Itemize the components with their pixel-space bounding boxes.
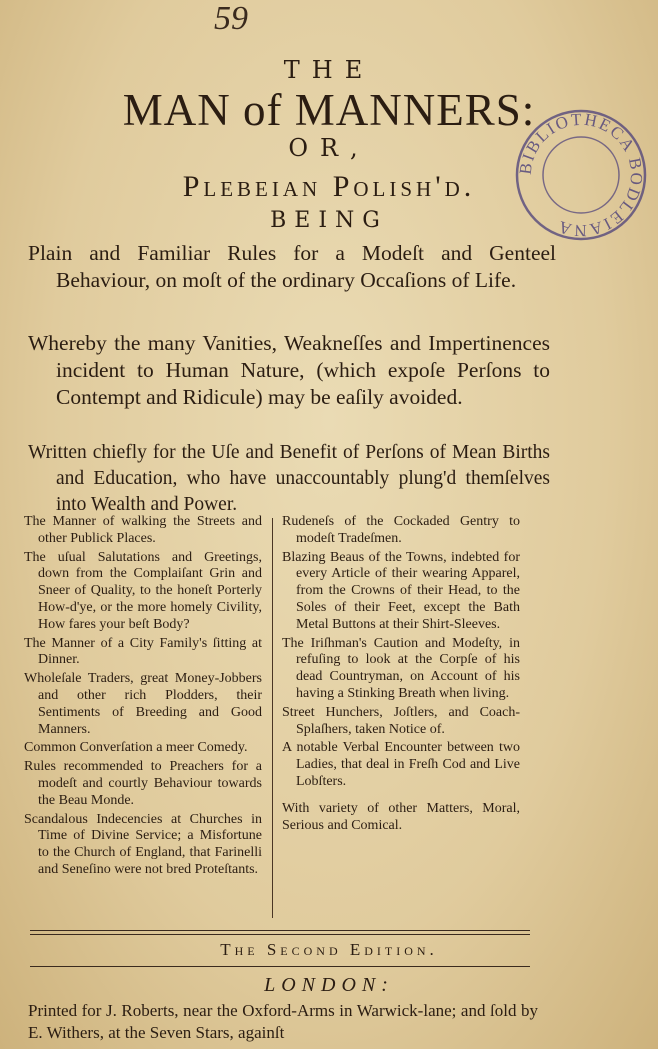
contents-item: Scandalous Indecencies at Churches in Time of Divine Service; a Misfortune to the Church of England, that Farinelli and Seneſino were not bred Proteſtants.	[24, 811, 262, 877]
contents-item: The Manner of walking the Streets and other Publick Places.	[24, 514, 262, 546]
contents-item: With variety of other Matters, Moral, Serious and Comical.	[282, 800, 520, 833]
contents-item: The uſual Salutations and Greetings, down from the Complaiſant Grin and Sneer of Quality, to the honeſt Porterly How-d'ye, or the more homely Civility, How fares your beſt Body?	[24, 549, 262, 632]
contents-item: Common Converſation a meer Comedy.	[24, 740, 248, 756]
contents-left	[24, 514, 262, 881]
paragraph-written: Written chiefly for the Uſe and Benefit of Perſons of Mean Births and Education, who have unaccountably plung'd themſelves into Wealth and Power.	[28, 442, 550, 515]
shelfmark: 59	[214, 0, 248, 37]
divider-rule	[30, 930, 530, 931]
edition-line: The Second Edition.	[220, 940, 438, 959]
column-divider	[272, 518, 273, 918]
title-main: MAN of MANNERS:	[122, 85, 536, 135]
contents-item: Rudeneſs of the Cockaded Gentry to modeſt Tradeſmen.	[282, 514, 520, 546]
library-stamp-icon	[506, 100, 656, 250]
contents-item: Wholeſale Traders, great Money-Jobbers and other rich Plodders, their Sentiments of Breeding and Good Manners.	[24, 671, 262, 737]
contents-item: Blazing Beaus of the Towns, indebted for every Article of their wearing Apparel, from the Crowns of their Head, to the Soles of their Feet, except the Bath Metal Buttons at their Shirt-Sleeves.	[282, 549, 520, 632]
divider-rule	[30, 934, 530, 935]
contents-item: A notable Verbal Encounter between two Ladies, that deal in Freſh Cod and Live Lobſters.	[282, 740, 520, 789]
title-the: THE	[283, 56, 375, 84]
contents-item: The Manner of a City Family's ſitting at Dinner.	[24, 635, 262, 668]
contents-item: The Iriſhman's Caution and Modeſty, in refuſing to look at the Corpſe of his dead Countryman, on Account of his having a Stinking Breath when living.	[282, 635, 520, 701]
contents-item: Rules recommended to Preachers for a modeſt and courtly Behaviour towards the Beau Monde.	[24, 759, 262, 808]
stamp-text: BIBLIOTHECA BODLEIANA	[515, 109, 647, 241]
contents-columns	[24, 514, 534, 920]
paragraph-whereby: Whereby the many Vanities, Weakneſſes and Impertinences incident to Human Nature, (which expoſe Perſons to Contempt and Ridicule) may be eaſily avoided.	[28, 331, 550, 409]
title-being: BEING	[270, 208, 388, 233]
title-or: OR,	[288, 134, 370, 162]
imprint-text: Printed for J. Roberts, near the Oxford-Arms in Warwick-lane; and ſold by E. Withers, at the Seven Stars, againſt	[28, 1001, 538, 1042]
imprint-place: LONDON:	[264, 974, 394, 996]
contents-right	[282, 514, 520, 836]
contents-item: Street Hunchers, Joſtlers, and Coach-Splaſhers, taken Notice of.	[282, 704, 520, 737]
divider-rule	[30, 966, 530, 967]
paragraph-rules: Plain and Familiar Rules for a Modeſt and Genteel Behaviour, on moſt of the ordinary Occaſions of Life.	[28, 241, 556, 292]
title-subtitle: Plebeian Polish'd.	[182, 170, 476, 203]
